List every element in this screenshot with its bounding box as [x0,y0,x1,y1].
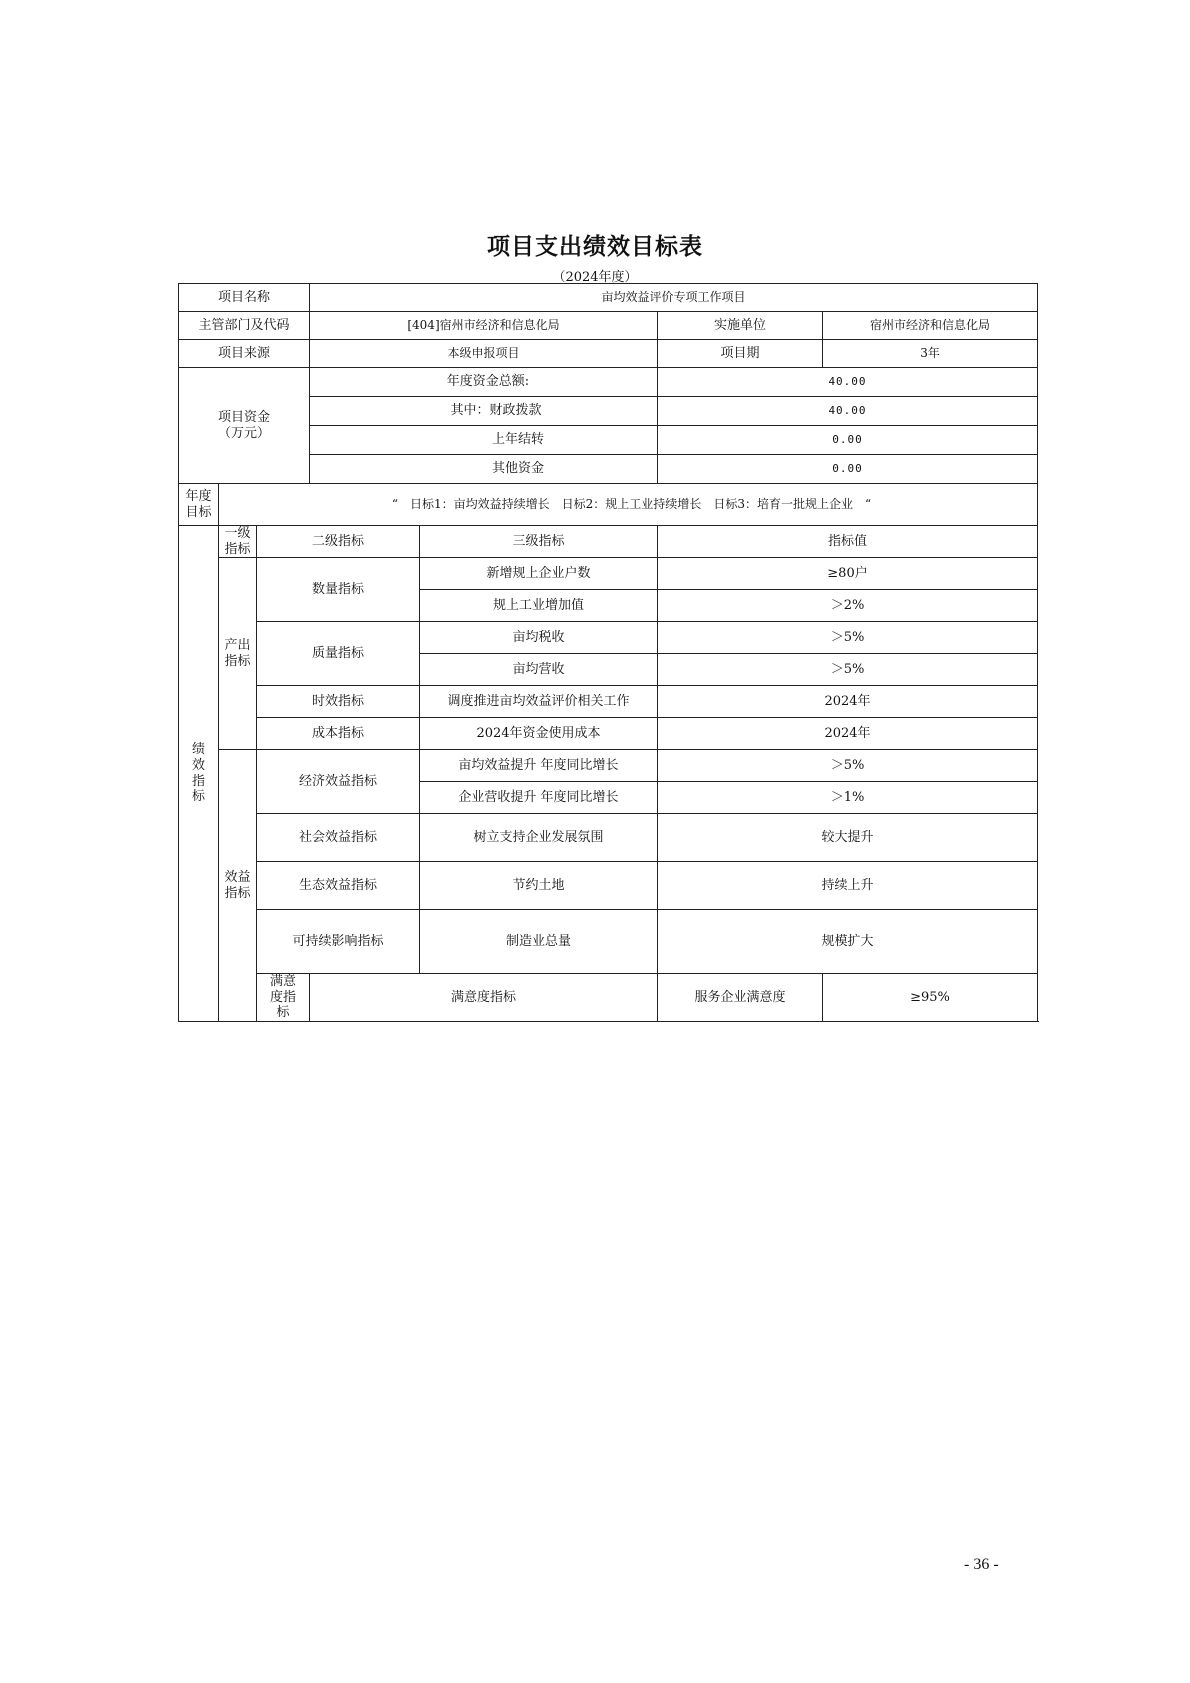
level3-cell: 亩均税收 [420,622,658,654]
level2-header: 二级指标 [257,526,420,558]
value-cell: 2024年 [658,718,1038,750]
dept-label: 主管部门及代码 [179,312,310,340]
value-header: 指标值 [658,526,1038,558]
value-cell: ≥95% [823,974,1038,1022]
perf-label-char: 标 [191,789,205,805]
goal-label-line1: 年度 [185,488,212,504]
perf-label [179,526,219,1022]
output-label-line2: 指标 [224,653,251,669]
funds-label [179,368,310,484]
funds-carryover-value: 0.00 [658,426,1038,455]
level3-cell: 调度推进亩均效益评价相关工作 [420,686,658,718]
social-indicator: 社会效益指标 [257,814,420,862]
funds-label-line2: （万元） [217,425,270,441]
funds-total-label: 年度资金总额: [310,368,658,397]
value-cell: 规模扩大 [658,910,1038,974]
page-number: - 36 - [964,1556,999,1573]
level3-cell: 树立支持企业发展氛围 [420,814,658,862]
output-label-line1: 产出 [224,638,251,654]
benefit-label-line2: 指标 [224,885,251,901]
funds-other-value: 0.00 [658,455,1038,484]
timeliness-indicator: 时效指标 [257,686,420,718]
satisfaction-label-line2: 度指 [269,989,296,1005]
satisfaction-label-line1: 满意 [269,974,296,990]
funds-carryover-label: 上年结转 [310,426,658,455]
value-cell: 较大提升 [658,814,1038,862]
value-cell: 2024年 [658,686,1038,718]
value-cell: ＞5% [658,750,1038,782]
perf-label-char: 绩 [191,742,205,758]
value-cell: ＞5% [658,654,1038,686]
funds-fiscal-value: 40.00 [658,397,1038,426]
output-indicator-label [219,558,257,750]
level3-cell: 新增规上企业户数 [420,558,658,590]
level3-cell: 亩均效益提升 年度同比增长 [420,750,658,782]
funds-total-value: 40.00 [658,368,1038,397]
benefit-indicator-label [219,750,257,1022]
level3-cell: 亩均营收 [420,654,658,686]
level3-cell: 制造业总量 [420,910,658,974]
cost-indicator: 成本指标 [257,718,420,750]
level3-cell: 规上工业增加值 [420,590,658,622]
sustain-indicator: 可持续影响指标 [257,910,420,974]
project-name-value: 亩均效益评价专项工作项目 [310,284,1038,312]
goal-label [179,484,219,526]
goal-label-line2: 目标 [185,504,212,520]
level3-cell: 2024年资金使用成本 [420,718,658,750]
year-note: （2024年度） [552,270,638,285]
perf-label-char: 效 [191,758,205,773]
level1-header-line2: 指标 [224,541,251,557]
quality-indicator: 质量指标 [257,622,420,686]
impl-label: 实施单位 [658,312,823,340]
satisfaction-indicator: 满意度指标 [310,974,658,1022]
goal-text: “ 日标1：亩均效益持续增长 日标2：规上工业持续增长 日标3：培育一批规上企业 “ [219,484,1038,526]
eco-indicator: 生态效益指标 [257,862,420,910]
period-value: 3年 [823,340,1038,368]
period-label: 项目期 [658,340,823,368]
level3-cell: 节约土地 [420,862,658,910]
value-cell: 持续上升 [658,862,1038,910]
document-title: 项目支出绩效目标表 [487,233,703,260]
level3-cell: 企业营收提升 年度同比增长 [420,782,658,814]
source-value: 本级申报项目 [310,340,658,368]
dept-value: [404]宿州市经济和信息化局 [310,312,658,340]
level3-header: 三级指标 [420,526,658,558]
value-cell: ≥80户 [658,558,1038,590]
value-cell: ＞2% [658,590,1038,622]
value-cell: ＞1% [658,782,1038,814]
perf-label-char: 指 [191,773,205,789]
satisfaction-label-line3: 标 [276,1005,290,1021]
satisfaction-indicator-label [257,974,310,1022]
benefit-label-line1: 效益 [224,870,251,886]
level1-header [219,526,257,558]
level3-cell: 服务企业满意度 [658,974,823,1022]
economic-indicator: 经济效益指标 [257,750,420,814]
project-name-label: 项目名称 [179,284,310,312]
impl-value: 宿州市经济和信息化局 [823,312,1038,340]
performance-target-table [178,283,1038,1022]
funds-fiscal-label: 其中：财政拨款 [310,397,658,426]
funds-other-label: 其他资金 [310,455,658,484]
quantity-indicator: 数量指标 [257,558,420,622]
value-cell: ＞5% [658,622,1038,654]
source-label: 项目来源 [179,340,310,368]
level1-header-line1: 一级 [224,526,251,541]
funds-label-line1: 项目资金 [217,409,270,425]
